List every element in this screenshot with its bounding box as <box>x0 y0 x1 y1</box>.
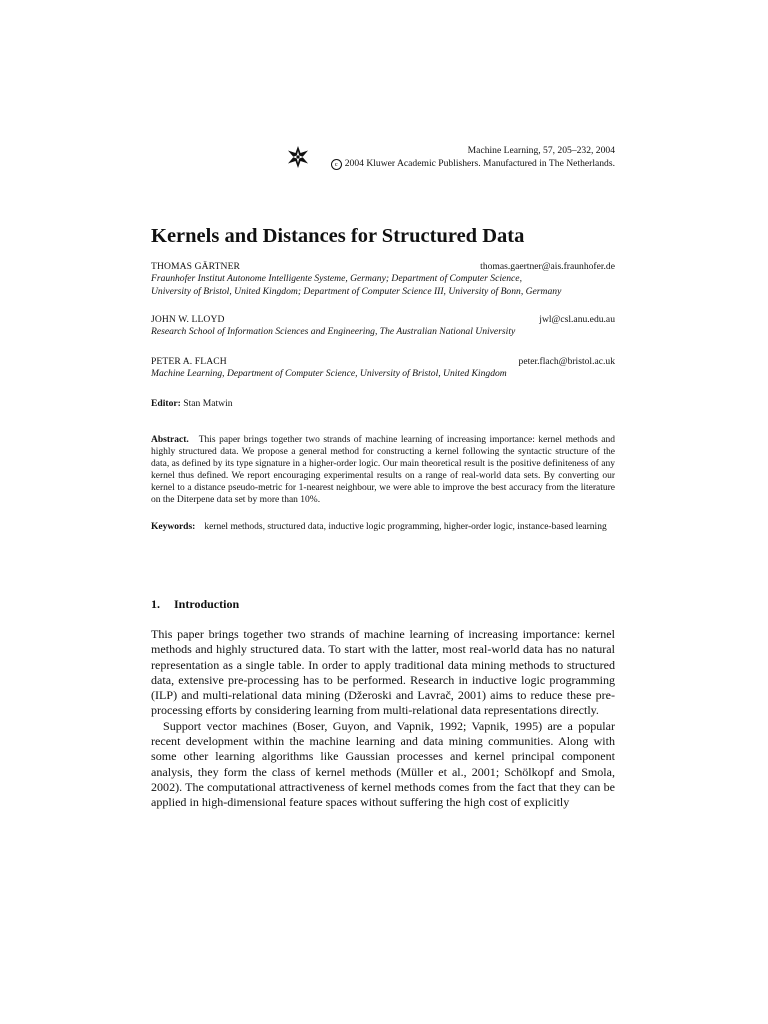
author-block <box>151 356 615 381</box>
body-paragraph: This paper brings together two strands of machine learning of increasing importance: kernel methods and highly structured data. To start with the latter, most real-world data has no natural representation as a single table. In order to apply traditional data mining methods to structured data, extensive pre-processing has to be performed. Research in inductive logic programming (ILP) and multi-relational data mining (Džeroski and Lavrač, 2001) aims to reduce these pre-processing efforts by considering learning from multi-relational data representations directly. <box>151 627 615 718</box>
section-heading <box>151 597 239 612</box>
author-email[interactable]: peter.flach@bristol.ac.uk <box>518 356 615 367</box>
abstract-text: This paper brings together two strands of machine learning of increasing importance: kernel methods and highly structured data. We propose a general method for constructing a kernel following the syntactic structure of the data, as defined by its type signature in a higher-order logic. Our main theoretical result is the positive definiteness of any kernel thus defined. We report encouraging experimental results on a range of real-world data sets. By converting our kernel to a distance pseudo-metric for 1-nearest neighbour, we were able to improve the best accuracy from the literature on the Diterpene data set by more than 10%. <box>151 435 615 506</box>
section-title: Introduction <box>174 597 240 611</box>
editor-label: Editor: <box>151 398 181 409</box>
keywords-label: Keywords: <box>151 522 196 532</box>
author-name: JOHN W. LLOYD <box>151 314 225 325</box>
copyright-line: c 2004 Kluwer Academic Publishers. Manufactured in The Netherlands. <box>331 158 615 171</box>
author-affiliation: University of Bristol, United Kingdom; Department of Computer Science III, University of Bonn, Germany <box>151 285 562 297</box>
author-affiliation: Research School of Information Sciences and Engineering, The Australian National University <box>151 326 516 338</box>
author-block <box>151 261 615 298</box>
journal-line: Machine Learning, 57, 205–232, 2004 <box>467 145 615 156</box>
abstract-label: Abstract. <box>151 435 189 445</box>
body-paragraph: Support vector machines (Boser, Guyon, and Vapnik, 1992; Vapnik, 1995) are a popular recent development within the machine learning and data mining communities. Along with some other learning algorithms like Gaussian processes and kernel principal component analysis, they form the class of kernel methods (Müller et al., 2001; Schölkopf and Smola, 2002). The computational attractiveness of kernel methods comes from the fact that they can be applied in high-dimensional feature spaces without suffering the high cost of explicitly <box>151 718 615 810</box>
author-affiliation: Fraunhofer Institut Autonome Intelligente Systeme, Germany; Department of Computer Science, <box>151 273 522 285</box>
body-text <box>151 627 615 811</box>
journal-header <box>151 145 615 175</box>
author-name: THOMAS GÄRTNER <box>151 261 241 272</box>
author-email[interactable]: thomas.gaertner@ais.fraunhofer.de <box>480 261 615 272</box>
copyright-icon: c <box>331 159 342 170</box>
paper-title: Kernels and Distances for Structured Data <box>151 225 525 247</box>
author-block <box>151 314 615 339</box>
journal-citation <box>331 145 615 170</box>
editor-name: Stan Matwin <box>183 398 233 409</box>
editor-line <box>151 398 233 409</box>
author-affiliation: Machine Learning, Department of Computer Science, University of Bristol, United Kingdom <box>151 368 507 380</box>
keywords <box>151 521 615 533</box>
abstract <box>151 434 615 507</box>
publisher-logo-icon <box>286 145 310 169</box>
section-number: 1. <box>151 597 160 611</box>
keywords-text: kernel methods, structured data, inductive logic programming, higher-order logic, instance-based learning <box>204 522 607 532</box>
author-email[interactable]: jwl@csl.anu.edu.au <box>539 314 615 325</box>
author-name: PETER A. FLACH <box>151 356 227 367</box>
